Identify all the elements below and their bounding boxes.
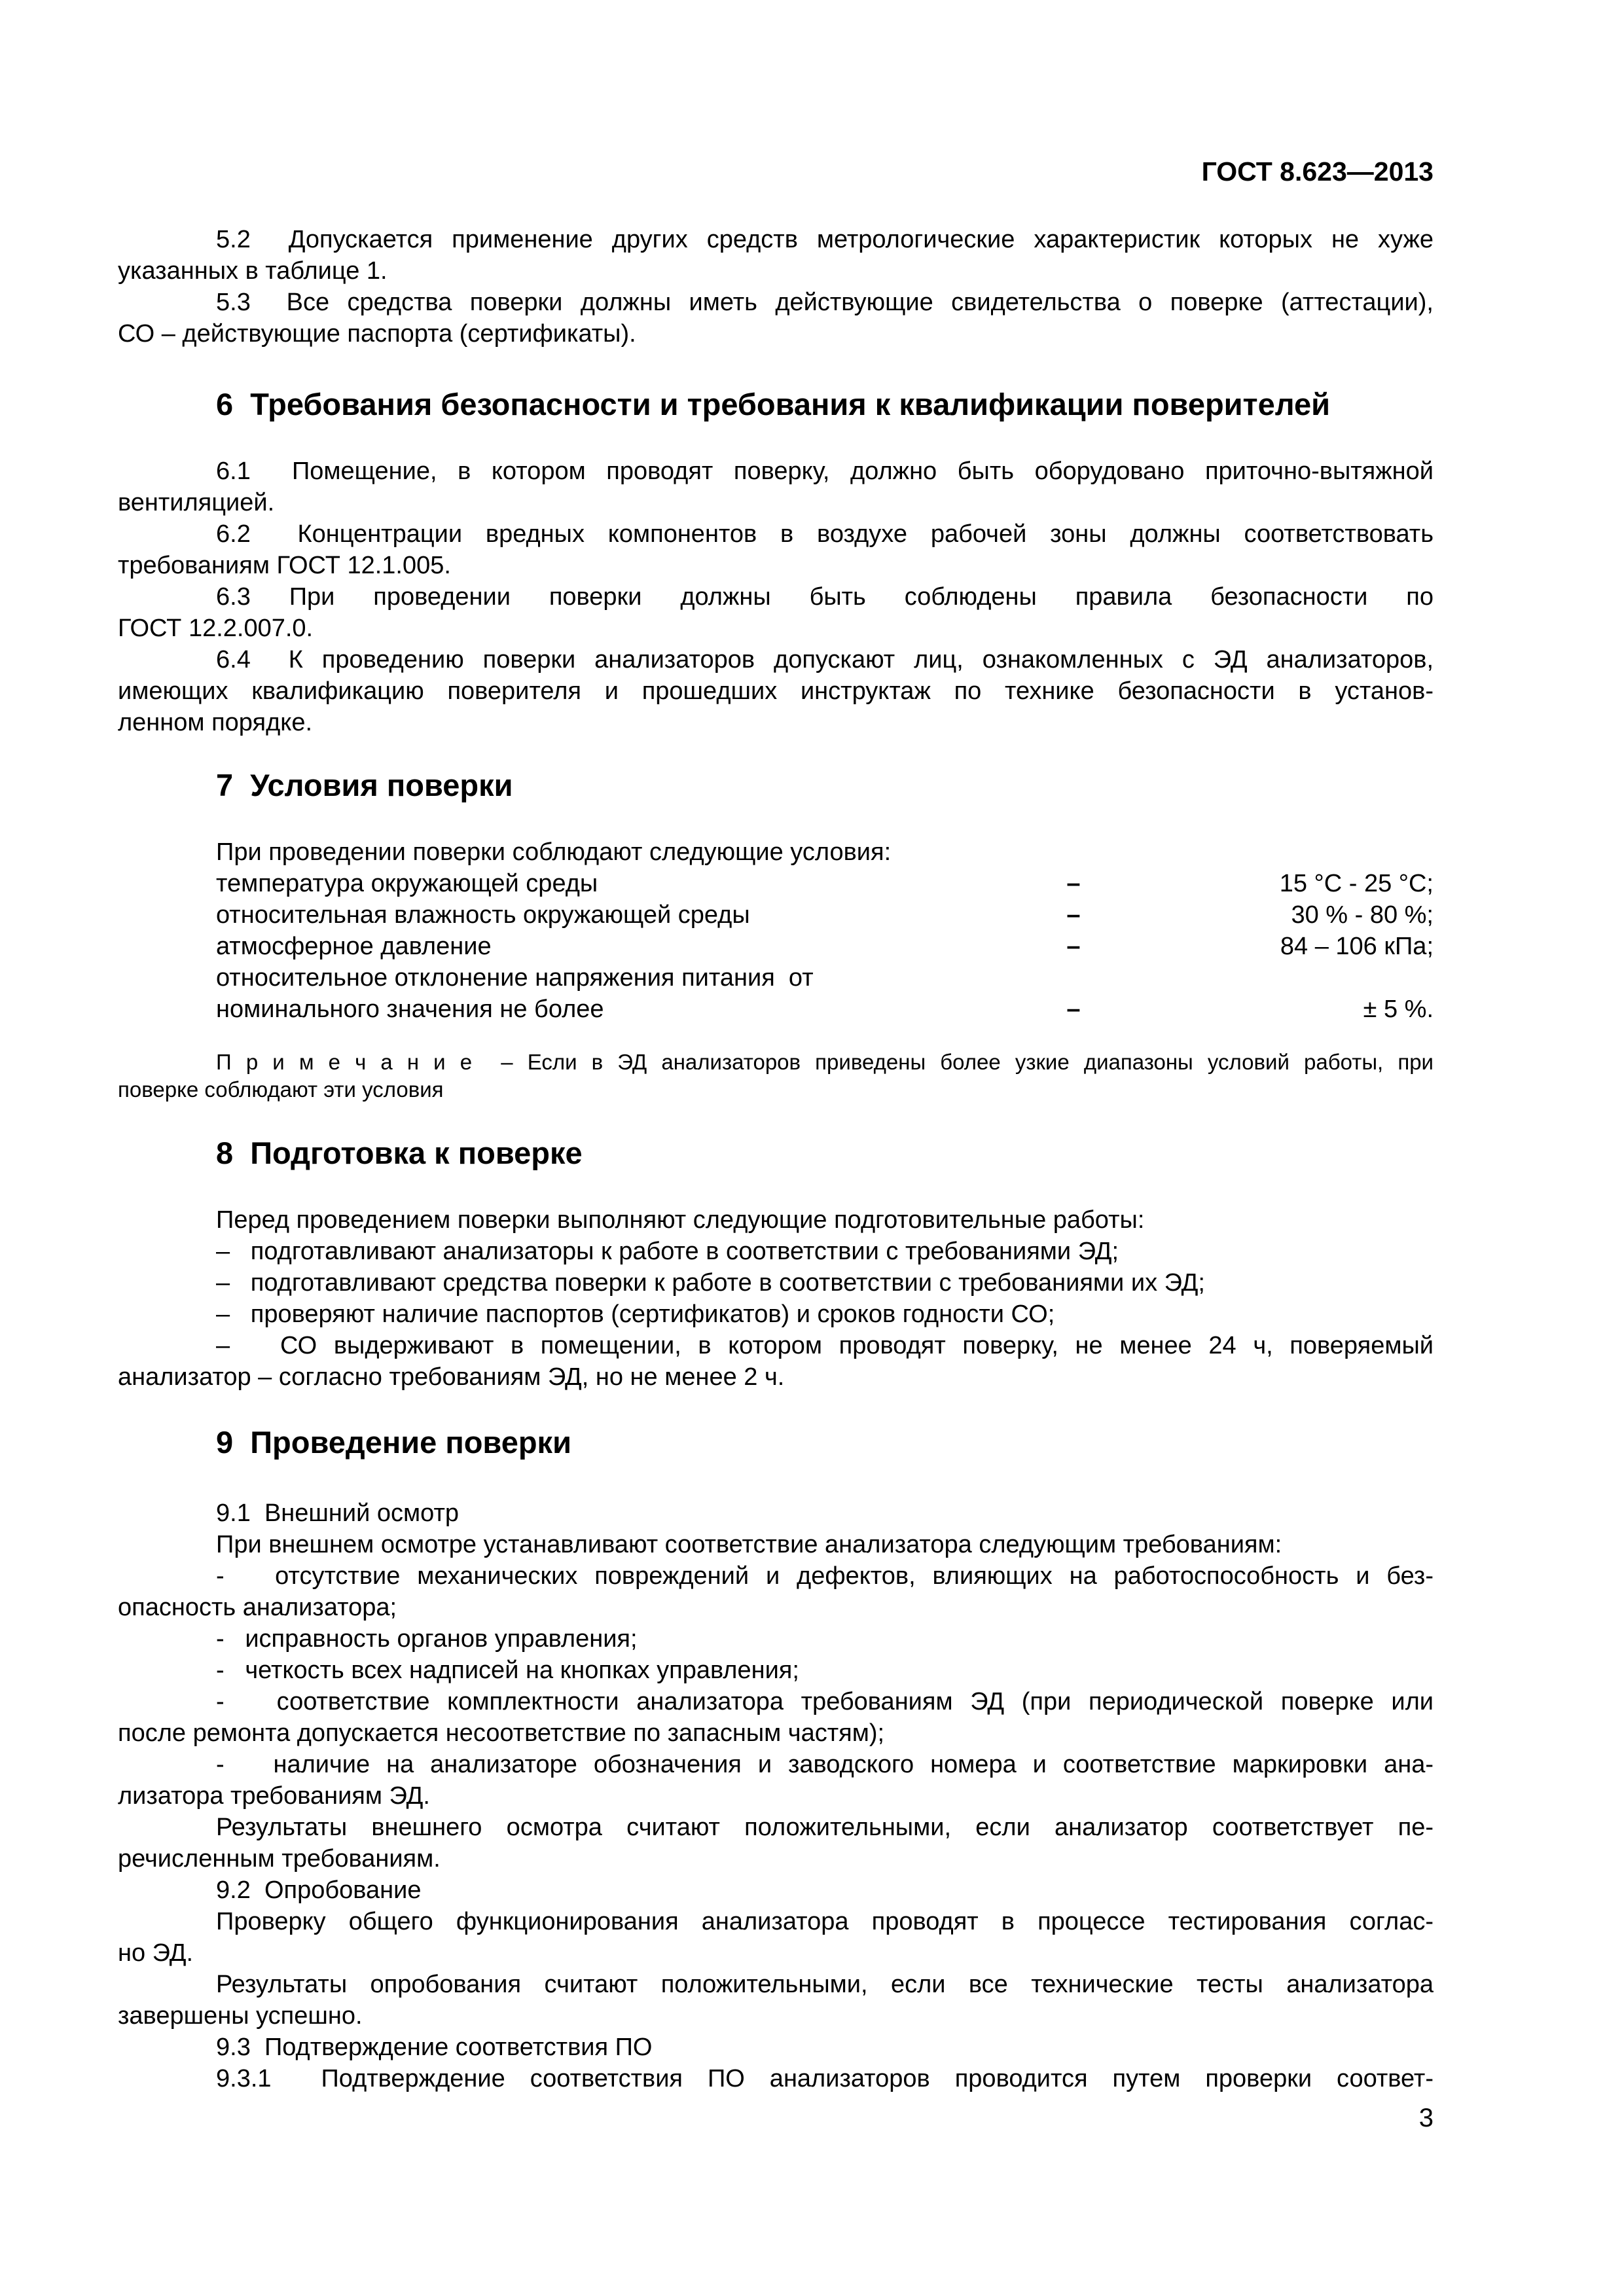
- clause-9-3-title: [118, 2032, 1434, 2063]
- inspection-results: [118, 1812, 1434, 1874]
- text-line: 6.2 Концентрации вредных компонентов в воздухе рабочей зоны должны соответствовать: [216, 520, 1434, 548]
- condition-row-humidity: [118, 899, 1434, 931]
- section-8-heading: 8 Подготовка к поверке: [216, 1136, 583, 1170]
- preparation-list-item: [118, 1330, 1434, 1393]
- text-line: вентиляцией.: [118, 489, 275, 516]
- inspection-list-item: [118, 1560, 1434, 1623]
- clause-9-1-title: [118, 1498, 1434, 1529]
- testing-results: [118, 1969, 1434, 2032]
- inspection-list-item: [118, 1655, 1434, 1686]
- text-line: номинального значения не более: [216, 996, 604, 1023]
- text-line: - исправность органов управления;: [216, 1625, 638, 1653]
- preparation-list-item: [118, 1299, 1434, 1330]
- paragraph-6-4: [118, 644, 1434, 738]
- text-line: после ремонта допускается несоответствие по запасным частям);: [118, 1719, 885, 1747]
- text-line: 6.3 При проведении поверки должны быть соблюдены правила безопасности по: [216, 583, 1434, 611]
- text-line: При внешнем осмотре устанавливают соответствие анализатора следующим требованиям:: [216, 1531, 1282, 1558]
- preparation-list-item: [118, 1267, 1434, 1299]
- condition-label: [216, 962, 1054, 1025]
- text-line: СО – действующие паспорта (сертификаты).: [118, 320, 636, 348]
- text-line: 5.3 Все средства поверки должны иметь действующие свидетельства о поверке (аттестации),: [216, 289, 1434, 316]
- text-line: Результаты опробования считают положительными, если все технические тесты анализатора: [216, 1971, 1434, 1998]
- condition-value: ± 5 %.: [1363, 996, 1434, 1023]
- text-line: 6.1 Помещение, в котором проводят поверку, должно быть оборудовано приточно-вытяжной: [216, 457, 1434, 485]
- text-line: требованиям ГОСТ 12.1.005.: [118, 552, 451, 579]
- text-line: относительное отклонение напряжения питания от: [216, 964, 814, 992]
- condition-row-temperature: [118, 868, 1434, 899]
- inspection-intro: [118, 1529, 1434, 1560]
- condition-dash: –: [1066, 901, 1081, 929]
- text-line: опасность анализатора;: [118, 1594, 397, 1621]
- condition-row-voltage: [118, 962, 1434, 1025]
- text-line: - наличие на анализаторе обозначения и заводского номера и соответствие маркировки ана-: [216, 1751, 1434, 1778]
- clause-9-3-1-paragraph: [118, 2063, 1434, 2094]
- text-line: Результаты внешнего осмотра считают положительными, если анализатор соответствует пе-: [216, 1814, 1434, 1841]
- condition-value: 84 – 106 кПа;: [1280, 933, 1434, 960]
- condition-value: 15 °С - 25 °С;: [1279, 870, 1434, 897]
- text-line: 6.4 К проведению поверки анализаторов допускают лиц, ознакомленных с ЭД анализаторов,: [216, 646, 1434, 673]
- text-line: лизатора требованиям ЭД.: [118, 1782, 430, 1810]
- paragraph-6-3: [118, 581, 1434, 644]
- text-line: – подготавливают анализаторы к работе в соответствии с требованиями ЭД;: [216, 1238, 1119, 1265]
- inspection-list-item: [118, 1623, 1434, 1655]
- text-line: 9.3.1 Подтверждение соответствия ПО анализаторов проводится путем проверки соответ-: [216, 2065, 1434, 2092]
- text-line: П р и м е ч а н и е – Если в ЭД анализаторов приведены более узкие диапазоны условий работы, при: [216, 1050, 1434, 1074]
- text-line: – проверяют наличие паспортов (сертификатов) и сроков годности СО;: [216, 1300, 1055, 1328]
- text-line: 9.2 Опробование: [216, 1876, 422, 1904]
- paragraph-5-3: [118, 287, 1434, 350]
- document-content: [118, 0, 1434, 2094]
- inspection-list-item: [118, 1686, 1434, 1749]
- section-9-heading: 9 Проведение поверки: [216, 1425, 571, 1460]
- paragraph-6-2: [118, 518, 1434, 581]
- testing-paragraph: [118, 1906, 1434, 1969]
- condition-label: температура окружающей среды: [216, 870, 598, 897]
- text-line: поверке соблюдают эти условия: [118, 1077, 444, 1102]
- page-number: 3: [1418, 2104, 1434, 2132]
- conditions-intro: [118, 836, 1434, 868]
- section-7-heading: 7 Условия поверки: [216, 768, 513, 802]
- text-line: - соответствие комплектности анализатора требованиям ЭД (при периодической поверке или: [216, 1688, 1434, 1715]
- text-line: завершены успешно.: [118, 2002, 363, 2030]
- text-line: имеющих квалификацию поверителя и прошедших инструктаж по технике безопасности в установ-: [118, 677, 1434, 705]
- text-line: ленном порядке.: [118, 709, 313, 736]
- text-line: При проведении поверки соблюдают следующие условия:: [216, 838, 892, 866]
- condition-label: атмосферное давление: [216, 933, 492, 960]
- inspection-list-item: [118, 1749, 1434, 1812]
- text-line: 5.2 Допускается применение других средств метрологические характеристик которых не хуже: [216, 226, 1434, 253]
- preparation-intro: [118, 1204, 1434, 1236]
- section-6-heading: 6 Требования безопасности и требования к квалификации поверителей: [216, 387, 1330, 422]
- text-line: ГОСТ 12.2.007.0.: [118, 615, 314, 642]
- condition-dash: –: [1066, 870, 1081, 897]
- standard-code: ГОСТ 8.623—2013: [1201, 156, 1434, 187]
- condition-value: 30 % - 80 %;: [1291, 901, 1434, 929]
- clause-9-2-title: [118, 1874, 1434, 1906]
- text-line: Перед проведением поверки выполняют следующие подготовительные работы:: [216, 1206, 1145, 1234]
- text-line: 9.3 Подтверждение соответствия ПО: [216, 2034, 653, 2061]
- preparation-list-item: [118, 1236, 1434, 1267]
- text-line: - четкость всех надписей на кнопках управления;: [216, 1657, 799, 1684]
- text-line: речисленным требованиям.: [118, 1845, 441, 1873]
- text-line: – СО выдерживают в помещении, в котором проводят поверку, не менее 24 ч, поверяемый: [216, 1332, 1434, 1359]
- text-line: 9.1 Внешний осмотр: [216, 1499, 459, 1527]
- text-line: Проверку общего функционирования анализатора проводят в процессе тестирования соглас-: [216, 1908, 1434, 1935]
- paragraph-6-1: [118, 456, 1434, 518]
- condition-dash: –: [1066, 933, 1081, 960]
- text-line: анализатор – согласно требованиям ЭД, но не менее 2 ч.: [118, 1363, 785, 1391]
- condition-label: относительная влажность окружающей среды: [216, 901, 750, 929]
- text-line: но ЭД.: [118, 1939, 194, 1967]
- condition-dash: –: [1066, 996, 1081, 1023]
- condition-row-pressure: [118, 931, 1434, 962]
- note-block: [118, 1049, 1434, 1103]
- text-line: - отсутствие механических повреждений и дефектов, влияющих на работоспособность и без-: [216, 1562, 1434, 1590]
- text-line: указанных в таблице 1.: [118, 257, 388, 285]
- text-line: – подготавливают средства поверки к работе в соответствии с требованиями их ЭД;: [216, 1269, 1205, 1297]
- paragraph-5-2: [118, 224, 1434, 287]
